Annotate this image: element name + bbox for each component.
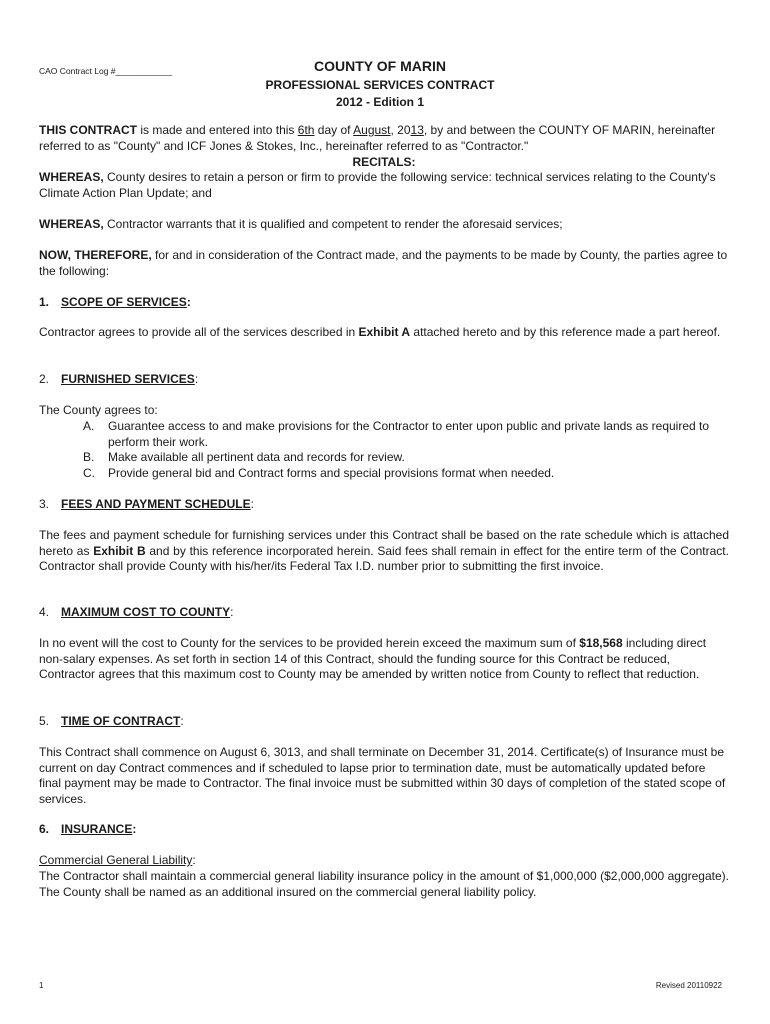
intro-paragraph: THIS CONTRACT is made and entered into this 6th day of August, 2013, by and between the COUNTY OF MARIN, hereinafter referred to as "County" and ICF Jones & Stokes, Inc., hereinafter referred to as "Contractor." [39,123,716,153]
section-6-heading: 6. INSURANCE: [39,822,137,836]
cao-contract-log-label: CAO Contract Log #____________ [39,66,173,76]
list-item: C. Provide general bid and Contract forms and special provisions format when needed. [83,466,555,480]
county-title: COUNTY OF MARIN [314,58,446,74]
contract-year: 13 [410,123,424,137]
list-item: B. Make available all pertinent data and records for review. [83,450,405,464]
section-6-subheading: Commercial General Liability: [39,853,196,867]
section-1-body: Contractor agrees to provide all of the services described in Exhibit A attached hereto and by this reference made a part hereof. [39,325,721,339]
whereas-paragraph-2: WHEREAS, Contractor warrants that it is qualified and competent to render the aforesaid services; [39,217,563,231]
section-4-body: In no event will the cost to County for the services to be provided herein exceed the maximum sum of $18,568 including direct non-salary expenses. As set forth in section 14 of this Contract, should the funding source for this Contract be reduced, Contractor agrees that this maximum cost to County may be amended by written notice from County to reflect that reduction. [39,636,707,681]
section-2-intro: The County agrees to: [39,403,158,417]
edition-title: 2012 - Edition 1 [335,95,425,109]
section-5-heading: 5. TIME OF CONTRACT: [39,714,184,728]
now-therefore-paragraph: NOW, THEREFORE, for and in consideration of the Contract made, and the payments to be made by County, the parties agree to the following: [39,248,728,278]
section-4-heading: 4. MAXIMUM COST TO COUNTY: [39,605,234,619]
whereas-paragraph-1: WHEREAS, County desires to retain a person or firm to provide the following service: technical services relating to the County's Climate Action Plan Update; and [39,170,716,200]
section-2-heading: 2. FURNISHED SERVICES: [39,372,199,386]
intro-lead: THIS CONTRACT [39,123,137,137]
contract-type-title: PROFESSIONAL SERVICES CONTRACT [265,78,495,92]
list-item: A. Guarantee access to and make provisions for the Contractor to enter upon public and private lands as required to perform their work. [83,419,710,449]
contract-month: August [353,123,391,137]
maximum-amount: $18,568 [579,636,623,650]
contract-day: 6th [297,123,315,137]
section-5-body: This Contract shall commence on August 6, 3013, and shall terminate on December 31, 2014. Certificate(s) of Insurance must be current on day Contract commences and if scheduled to lapse prior to termination date, must be automatically updated before final payment may be made to Contractor. The final invoice must be submitted within 30 days of completion of the stated scope of services. [39,745,726,806]
recitals-title: RECITALS: [352,155,416,169]
section-3-heading: 3. FEES AND PAYMENT SCHEDULE: [39,497,254,511]
exhibit-a: Exhibit A [358,325,411,339]
exhibit-b: Exhibit B [93,543,146,558]
section-3-body: The fees and payment schedule for furnishing services under this Contract shall be based on the rate schedule which is attached hereto as Exhibit B and by this reference incorporated herein. Said fees shall remain in effect for the entire term of the Contract. Contractor shall provide County with his/her/its Federal Tax I.D. number prior to submitting the first invoice. [39,528,729,573]
section-6-body: The Contractor shall maintain a commercial general liability insurance policy in the amount of $1,000,000 ($2,000,000 aggregate). The County shall be named as an additional insured on the commercial general liability policy. [39,869,729,899]
page-number: 1 [39,981,44,990]
revision-date: Revised 20110922 [655,981,722,990]
section-1-heading: 1. SCOPE OF SERVICES: [39,295,191,309]
